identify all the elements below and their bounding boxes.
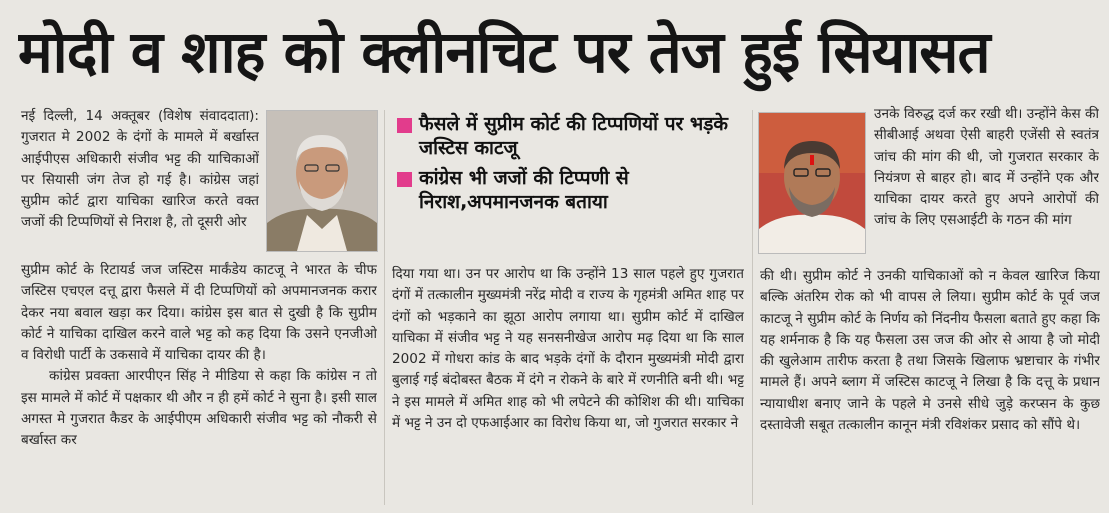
person-photo-icon [759, 113, 865, 253]
col3-bottom [760, 266, 1100, 505]
col3-top-paragraph: उनके विरुद्ध दर्ज कर रखी थी। उन्होंने केस की सीबीआई अथवा ऐसी बाहरी एजेंसी से स्वतंत्र जांच की मांग की थी, जो गुजरात सरकार के नियंत्रण से बाहर हो। बाद में उन्होंने एक और याचिका दायर करते हुए अपने आरोपों की जांच के लिए एसआईटी के गठन की मांग [874, 106, 1099, 229]
pink-square-bullet-icon [397, 172, 412, 187]
col1-top-paragraph: नई दिल्ली, 14 अक्तूबर (विशेष संवाददाता): गुजरात मे 2002 के दंगों के मामले में बर्खास्त आईपीएस अधिकारी संजीव भट्ट की याचिकाओं पर सियासी जंग तेज हो गई है। कांग्रेस जहां सुप्रीम कोर्ट द्वारा याचिका खारिज करते वक्त जजों की टिप्पणियों से निराश है, तो दूसरी ओर [21, 108, 259, 231]
subhead-text-2: कांग्रेस भी जजों की टिप्पणी से निराश,अपमानजनक बताया [419, 167, 629, 213]
subhead-item-1 [395, 112, 750, 160]
col1-bottom-paragraph-2: कांग्रेस प्रवक्ता आरपीएन सिंह ने मीडिया से कहा कि कांग्रेस न तो इस मामले में कोर्ट में पक्षकार थी और न ही हमें कोर्ट ने सुना है। इसी साल अगस्त मे गुजरात कैडर के आईपीएम अधिकारी संजीव भट्ट को नौकरी से बर्खास्त कर [21, 368, 377, 449]
col3-bottom-paragraph: की थी। सुप्रीम कोर्ट ने उनकी याचिकाओं को न केवल खारिज किया बल्कि अंतरिम रोक को भी वापस ले लिया। सुप्रीम कोर्ट के पूर्व जज काटजू ने सुप्रीम कोर्ट के निर्णय को निंदनीय फैसला बताते हुए कहा कि यह शर्मनाक है कि यह फैसला उस जज की ओर से आया है जो मोदी की खुलेआम तारीफ करता है तथा जिसके खिलाफ भ्रष्टाचार के गंभीर मामले हैं। अपने ब्लाग में जस्टिस काटजू ने लिखा है कि दत्तू के प्रधान न्यायाधीश बनाए जाने के पहले मे उनसे सीधे जुड़े करप्सन के कुछ दस्तावेजी सबूत तत्कालीन कानून मंत्री रविशंकर प्रसाद को सौंपे थे। [760, 268, 1100, 434]
subhead-text-1: फैसले में सुप्रीम कोर्ट की टिप्पणियों पर भड़के जस्टिस काटजू [419, 113, 728, 159]
column-divider-1 [384, 110, 385, 505]
col1-top [21, 106, 259, 276]
shah-photo [758, 112, 866, 254]
col3-top [874, 104, 1099, 268]
subhead-item-2 [395, 166, 750, 214]
col2 [392, 264, 744, 505]
col1-bottom-paragraph-1: सुप्रीम कोर्ट के रिटायर्ड जज जस्टिस मार्कंडेय काटजू ने भारत के चीफ जस्टिस एचएल दत्तू द्वारा फैसले में दी टिप्पणियों को अपमानजनक करार देकर नया बवाल खड़ा कर दिया। कांग्रेस इस बात से दुखी है कि सुप्रीम कोर्ट ने याचिका दाखिल करने वाले भट्ट को कह दिया कि उसने एनजीओ व विरोधी पार्टी के उकसावे में याचिका दायर की है। [21, 262, 377, 364]
person-photo-icon [267, 111, 377, 251]
subheads [395, 112, 750, 252]
column-divider-2 [752, 110, 753, 505]
headline: मोदी व शाह को क्लीनचिट पर तेज हुई सियासत [18, 18, 990, 86]
col2-paragraph: दिया गया था। उन पर आरोप था कि उन्होंने 13 साल पहले हुए गुजरात दंगों में तत्कालीन मुख्यमंत्री नरेंद्र मोदी व राज्य के गृहमंत्री अमित शाह पर दंगों को भड़काने का झूठा आरोप लगाया था। सुप्रीम कोर्ट में दाखिल याचिका में संजीव भट्ट ने यह सनसनीखेज आरोप मढ़ दिया था कि साल 2002 में गोधरा कांड के बाद भड़के दंगों के दौरान मुख्यमंत्री मोदी द्वारा बुलाई गई बंदोबस्त बैठक में दंगे न रोकने के बारे में रणनीति बनी थी। भट्ट ने इस मामले में अमित शाह को भी लपेटने की कोशिश की थी। याचिका में भट्ट ने उन दो एफआईआर का विरोध किया था, जो गुजरात सरकार ने [392, 266, 744, 432]
col1-bottom [21, 260, 377, 505]
pink-square-bullet-icon [397, 118, 412, 133]
modi-photo [266, 110, 378, 252]
